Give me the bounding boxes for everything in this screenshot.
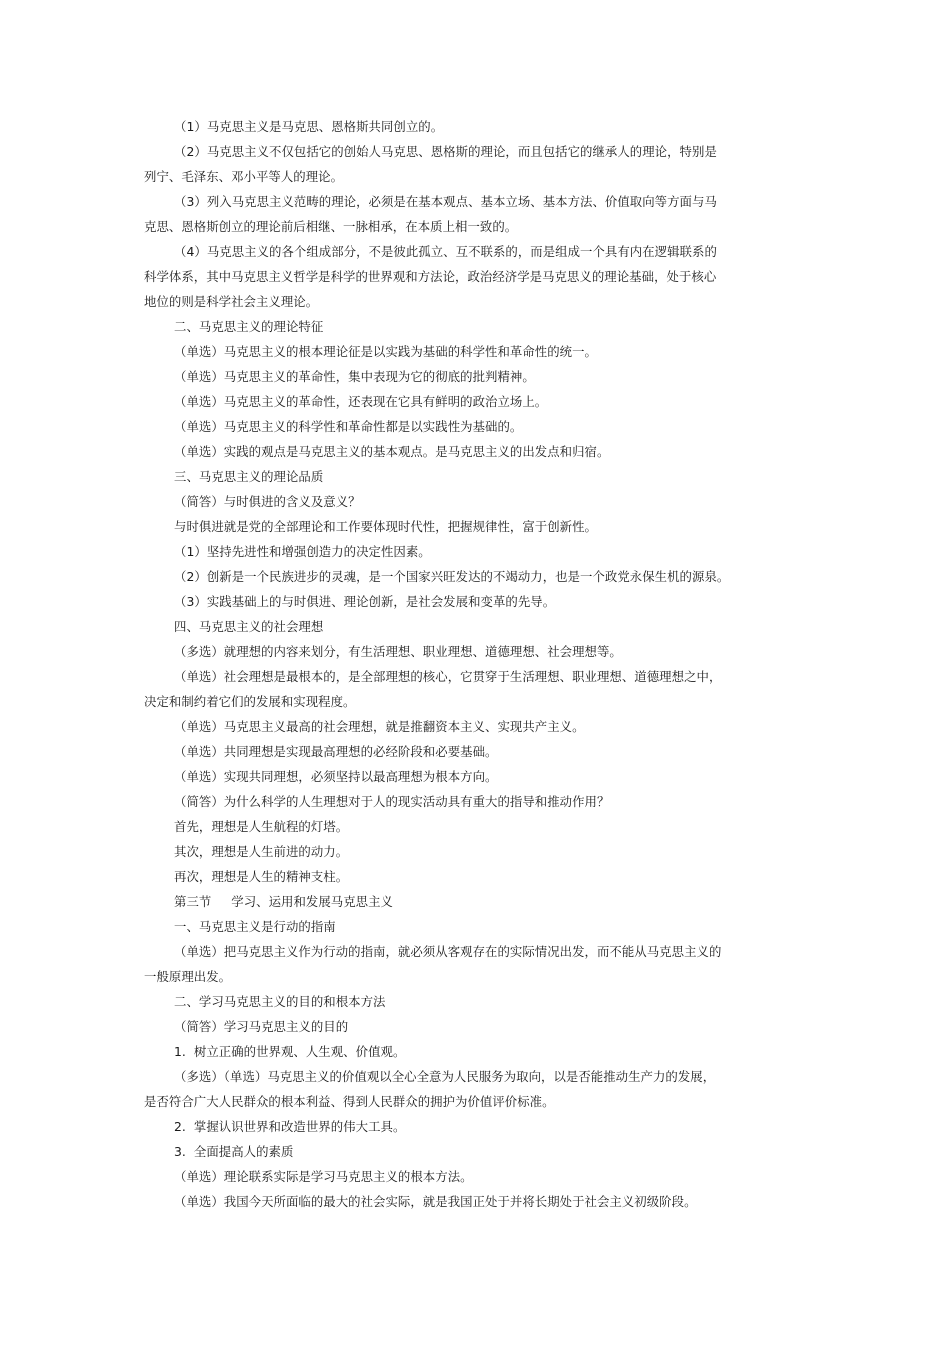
text-line: （简答）与时俱进的含义及意义？ [174, 494, 361, 509]
section-heading: 二、马克思主义的理论特征 [174, 319, 324, 334]
text-line: （4）马克思主义的各个组成部分，不是彼此孤立、互不联系的，而是组成一个具有内在逻辑联系的 [174, 244, 717, 259]
text-line: （单选）实践的观点是马克思主义的基本观点。是马克思主义的出发点和归宿。 [174, 444, 610, 459]
text-line: 科学体系，其中马克思主义哲学是科学的世界观和方法论，政治经济学是马克思义的理论基础，处于核心 [144, 269, 717, 284]
text-line: 是否符合广大人民群众的根本利益、得到人民群众的拥护为价值评价标准。 [144, 1094, 555, 1109]
section-heading: 一、马克思主义是行动的指南 [174, 919, 336, 934]
text-line: 列宁、毛泽东、邓小平等人的理论。 [144, 169, 344, 184]
section-heading: 三、马克思主义的理论品质 [174, 469, 324, 484]
text-line: 再次，理想是人生的精神支柱。 [174, 869, 349, 884]
text-line: （2）马克思主义不仅包括它的创始人马克思、恩格斯的理论，而且包括它的继承人的理论，特别是 [174, 144, 717, 159]
section-heading: 二、学习马克思主义的目的和根本方法 [174, 994, 386, 1009]
text-line: 与时俱进就是党的全部理论和工作要体现时代性，把握规律性，富于创新性。 [174, 519, 597, 534]
text-line: 其次，理想是人生前进的动力。 [174, 844, 349, 859]
text-line: （多选）（单选）马克思主义的价值观以全心全意为人民服务为取向，以是否能推动生产力的发展， [174, 1069, 716, 1084]
section-heading: 四、马克思主义的社会理想 [174, 619, 324, 634]
text-line: （多选）就理想的内容来划分，有生活理想、职业理想、道德理想、社会理想等。 [174, 644, 622, 659]
text-line: （简答）为什么科学的人生理想对于人的现实活动具有重大的指导和推动作用？ [174, 794, 610, 809]
text-line: （3）列入马克思主义范畴的理论，必须是在基本观点、基本立场、基本方法、价值取向等方面与马 [174, 194, 717, 209]
text-line: 2. 掌握认识世界和改造世界的伟大工具。 [174, 1119, 406, 1134]
text-line: 地位的则是科学社会主义理论。 [144, 294, 319, 309]
text-line: （单选）马克思主义的根本理论征是以实践为基础的科学性和革命性的统一。 [174, 344, 597, 359]
text-line: （单选）共同理想是实现最高理想的必经阶段和必要基础。 [174, 744, 498, 759]
text-line: （单选）实现共同理想，必须坚持以最高理想为根本方向。 [174, 769, 498, 784]
text-line: （简答）学习马克思主义的目的 [174, 1019, 349, 1034]
text-line: （2）创新是一个民族进步的灵魂，是一个国家兴旺发达的不竭动力，也是一个政党永保生机的源泉。 [174, 569, 730, 584]
text-line: （单选）社会理想是最根本的，是全部理想的核心，它贯穿于生活理想、职业理想、道德理想之中， [174, 669, 722, 684]
text-line: （单选）马克思主义的革命性，还表现在它具有鲜明的政治立场上。 [174, 394, 548, 409]
text-line: （1）马克思主义是马克思、恩格斯共同创立的。 [174, 119, 444, 134]
text-line: 一般原理出发。 [144, 969, 232, 984]
text-line: （3）实践基础上的与时俱进、理论创新，是社会发展和变革的先导。 [174, 594, 556, 609]
text-line: （单选）我国今天所面临的最大的社会实际，就是我国正处于并将长期处于社会主义初级阶段。 [174, 1194, 697, 1209]
text-line: （单选）把马克思主义作为行动的指南，就必须从客观存在的实际情况出发，而不能从马克思主义的 [174, 944, 722, 959]
text-line: （单选）马克思主义的革命性，集中表现为它的彻底的批判精神。 [174, 369, 535, 384]
text-line: 3. 全面提高人的素质 [174, 1144, 294, 1159]
text-line: 首先，理想是人生航程的灯塔。 [174, 819, 349, 834]
text-line: 克思、恩格斯创立的理论前后相继、一脉相承，在本质上相一致的。 [144, 219, 518, 234]
text-line: （单选）理论联系实际是学习马克思主义的根本方法。 [174, 1169, 473, 1184]
chapter-section-title: 第三节 学习、运用和发展马克思主义 [174, 894, 393, 909]
text-line: 决定和制约着它们的发展和实现程度。 [144, 694, 356, 709]
text-line: 1. 树立正确的世界观、人生观、价值观。 [174, 1044, 406, 1059]
text-line: （单选）马克思主义最高的社会理想，就是推翻资本主义、实现共产主义。 [174, 719, 585, 734]
text-line: （1）坚持先进性和增强创造力的决定性因素。 [174, 544, 431, 559]
text-line: （单选）马克思主义的科学性和革命性都是以实践性为基础的。 [174, 419, 523, 434]
